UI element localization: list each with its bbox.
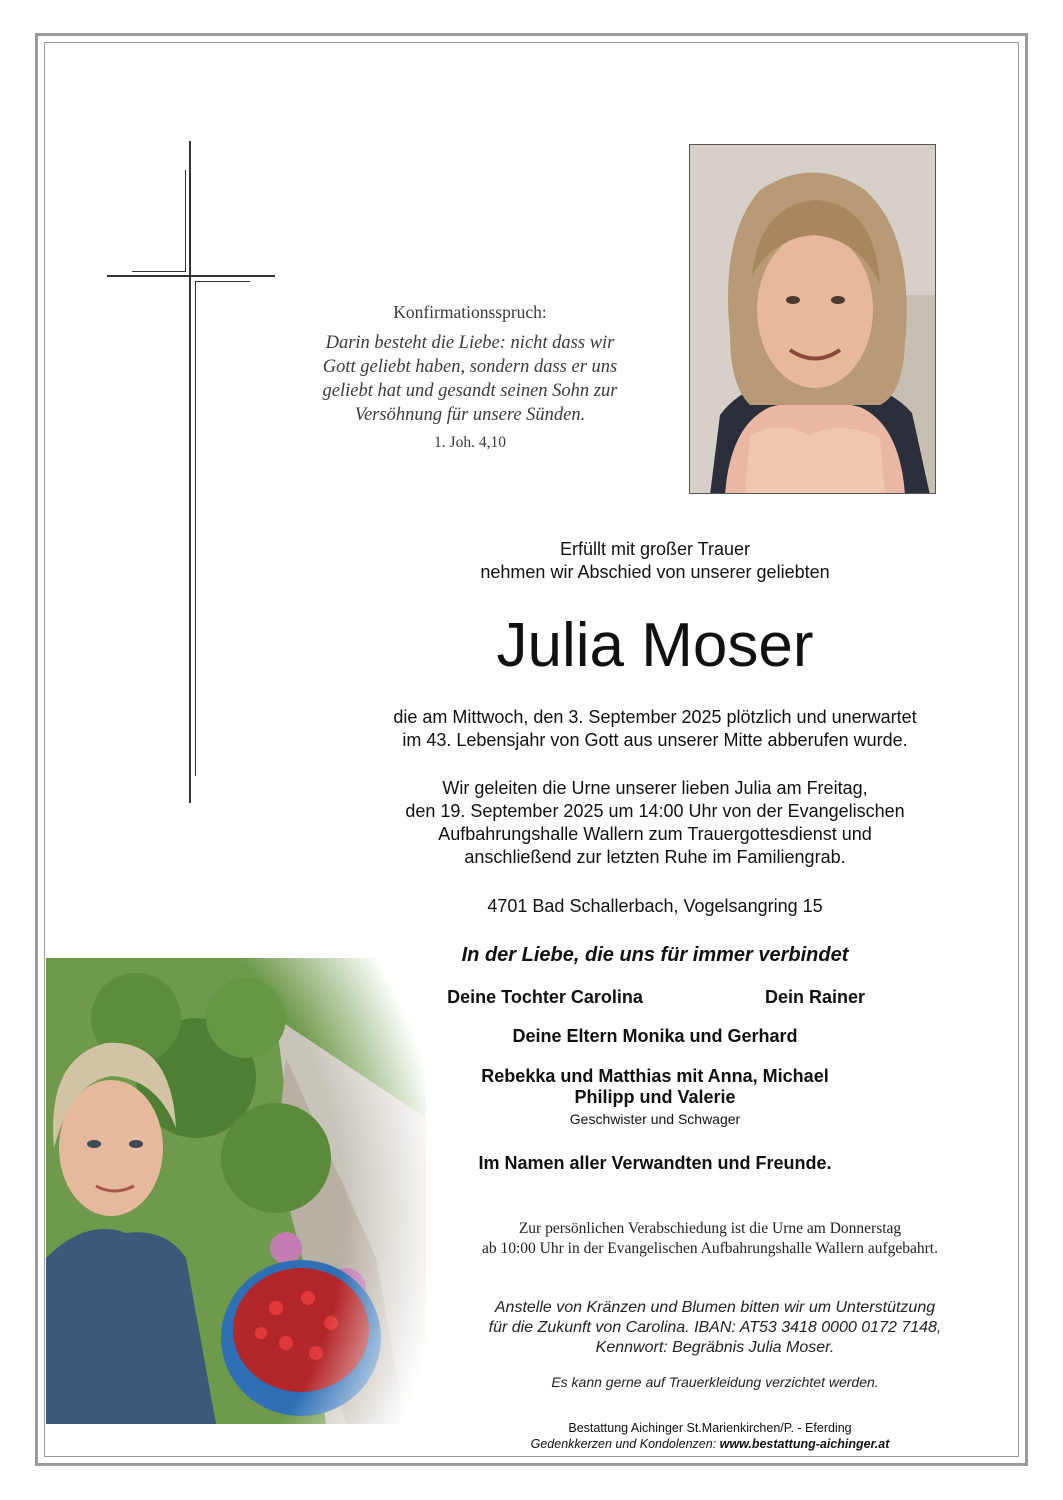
quote-line: geliebt hat und gesandt seinen Sohn zur	[322, 381, 618, 401]
funeral-line: Aufbahrungshalle Wallern zum Trauergottesdienst und	[438, 824, 872, 844]
dress-note: Es kann gerne auf Trauerkleidung verzichtet werden.	[551, 1374, 879, 1390]
mourner-siblings	[330, 1066, 980, 1108]
quote-line: Versöhnung für unsere Sünden.	[354, 405, 586, 425]
motto: In der Liebe, die uns für immer verbindet	[461, 944, 849, 966]
deceased-name: Julia Moser	[496, 611, 814, 680]
address: 4701 Bad Schallerbach, Vogelsangring 15	[487, 896, 823, 916]
funeral-line: den 19. September 2025 um 14:00 Uhr von der Evangelischen	[405, 801, 905, 821]
viewing-info	[430, 1219, 990, 1259]
siblings-caption: Geschwister und Schwager	[569, 1111, 741, 1127]
death-line: im 43. Lebensjahr von Gott aus unserer Mitte abberufen wurde.	[402, 730, 908, 750]
intro-line: nehmen wir Abschied von unserer geliebten	[480, 562, 830, 582]
donation-line: für die Zukunft von Carolina. IBAN: AT53 3418 0000 0172 7148,	[488, 1319, 942, 1336]
mourner-daughter: Deine Tochter Carolina	[447, 987, 643, 1007]
closing-line: Im Namen aller Verwandten und Freunde.	[478, 1153, 832, 1173]
intro-line: Erfüllt mit großer Trauer	[559, 539, 751, 559]
portrait-photo	[689, 144, 936, 494]
donation-line: Kennwort: Begräbnis Julia Moser.	[595, 1339, 835, 1356]
mourner-partner: Dein Rainer	[764, 987, 866, 1007]
quote-heading: Konfirmationsspruch:	[393, 302, 547, 322]
quote-line: Darin besteht die Liebe: nicht dass wir	[325, 333, 615, 353]
quote-line: Gott geliebt haben, sondern dass er uns	[322, 357, 618, 377]
intro-text	[330, 538, 980, 584]
funeral-home: Bestattung Aichinger St.Marienkirchen/P. - Eferding	[568, 1421, 852, 1435]
condolence-label: Gedenkkerzen und Kondolenzen:	[530, 1437, 720, 1451]
viewing-line: Zur persönlichen Verabschiedung ist die Urne am Donnerstag	[518, 1220, 902, 1237]
mourner-parents: Deine Eltern Monika und Gerhard	[512, 1026, 798, 1046]
siblings-line: Rebekka und Matthias mit Anna, Michael	[481, 1066, 829, 1086]
siblings-line: Philipp und Valerie	[574, 1087, 736, 1107]
donation-line: Anstelle von Kränzen und Blumen bitten wir um Unterstützung	[494, 1299, 936, 1316]
quote-reference: 1. Joh. 4,10	[434, 434, 506, 451]
funeral-line: anschließend zur letzten Ruhe im Familiengrab.	[464, 847, 846, 867]
quote-text	[280, 331, 660, 427]
donation-info	[440, 1298, 990, 1358]
death-notice	[330, 706, 980, 752]
viewing-line: ab 10:00 Uhr in der Evangelischen Aufbahrungshalle Wallern aufgebahrt.	[481, 1240, 938, 1257]
condolence-line	[440, 1437, 980, 1451]
funeral-notice	[330, 777, 980, 869]
garden-photo	[46, 958, 426, 1424]
funeral-line: Wir geleiten die Urne unserer lieben Julia am Freitag,	[442, 778, 868, 798]
portrait-illustration	[690, 145, 936, 494]
website-link[interactable]: www.bestattung-aichinger.at	[719, 1437, 890, 1451]
garden-illustration	[46, 958, 426, 1424]
death-line: die am Mittwoch, den 3. September 2025 plötzlich und unerwartet	[393, 707, 917, 727]
